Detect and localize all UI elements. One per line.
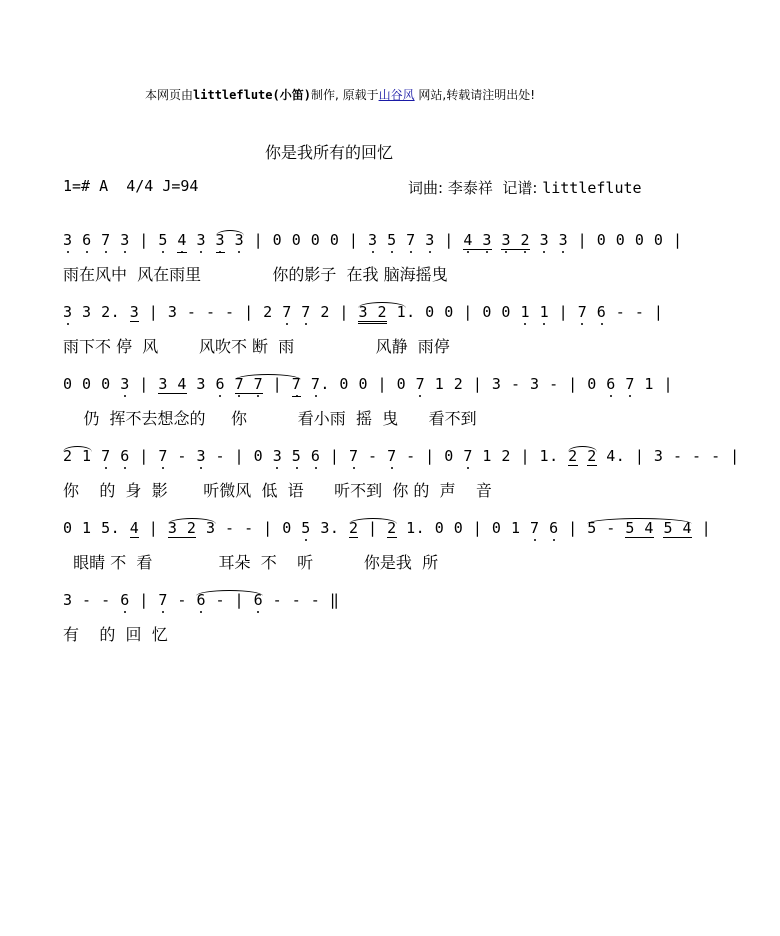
score-line-3-lyrics: 仍 挥不去想念的 你 看小雨 摇 曳 看不到 [63, 409, 477, 428]
song-credits [408, 177, 642, 198]
score-line-2-notes: 3 3 2. 3 | 3 - - - | 2 7 7 2 | 3 2 1. 0 0 | 0 0 1 1 | 7 6 - - | [63, 300, 663, 324]
score-line-3-notes: 0 0 0 3 | 3 4 3 6 7 7 | 7 7. 0 0 | 0 7 1 2 | 3 - 3 - | 0 6 7 1 | [63, 372, 673, 396]
score-line-4-lyrics: 你 的 身 影 听微风 低 语 听不到 你 的 声 音 [63, 481, 492, 500]
transcriber-label: 记谱: [492, 179, 543, 197]
credit-line [145, 86, 535, 103]
score-line-2-lyrics: 雨下不 停 风 风吹不 断 雨 风静 雨停 [63, 337, 450, 356]
score-line-5-notes: 0 1 5. 4 | 3 2 3 - - | 0 5 3. 2 | 2 1. 0 0 | 0 1 7 6 | 5 - 5 4 5 4 | [63, 516, 711, 540]
score-line-1-lyrics: 雨在风中 风在雨里 你的影子 在我 脑海摇曳 [63, 265, 448, 284]
composer-name: 李泰祥 [447, 179, 493, 197]
credit-middle: 制作, 原载于 [310, 88, 379, 102]
score-line-4-notes: 2 1 7 6 | 7 - 3 - | 0 3 5 6 | 7 - 7 - | 0 7 1 2 | 1. 2 2 4. | 3 - - - | [63, 444, 740, 468]
source-site-link[interactable]: 山谷风 [378, 88, 415, 102]
score-line-5-lyrics: 眼睛 不 看 耳朵 不 听 你是我 所 [63, 553, 439, 572]
key-meter-tempo: 1=# A 4/4 J=94 [63, 177, 199, 195]
score-line-6-lyrics: 有 的 回 忆 [63, 625, 168, 644]
score-line-1-notes: 3 6 7 3 | 5 4 3 3 3 | 0 0 0 0 | 3 5 7 3 | 4 3 3 2 3 3 | 0 0 0 0 | [63, 228, 683, 252]
credit-author: littleflute(小笛) [193, 88, 311, 102]
credit-prefix: 本网页由 [145, 88, 194, 102]
credit-suffix: 网站,转载请注明出处! [414, 88, 536, 102]
song-title: 你是我所有的回忆 [265, 143, 394, 162]
transcriber-name: littleflute [542, 179, 642, 197]
score-line-6-notes: 3 - - 6 | 7 - 6 - | 6 - - - ‖ [63, 588, 339, 612]
composer-label: 词曲: [408, 179, 448, 197]
